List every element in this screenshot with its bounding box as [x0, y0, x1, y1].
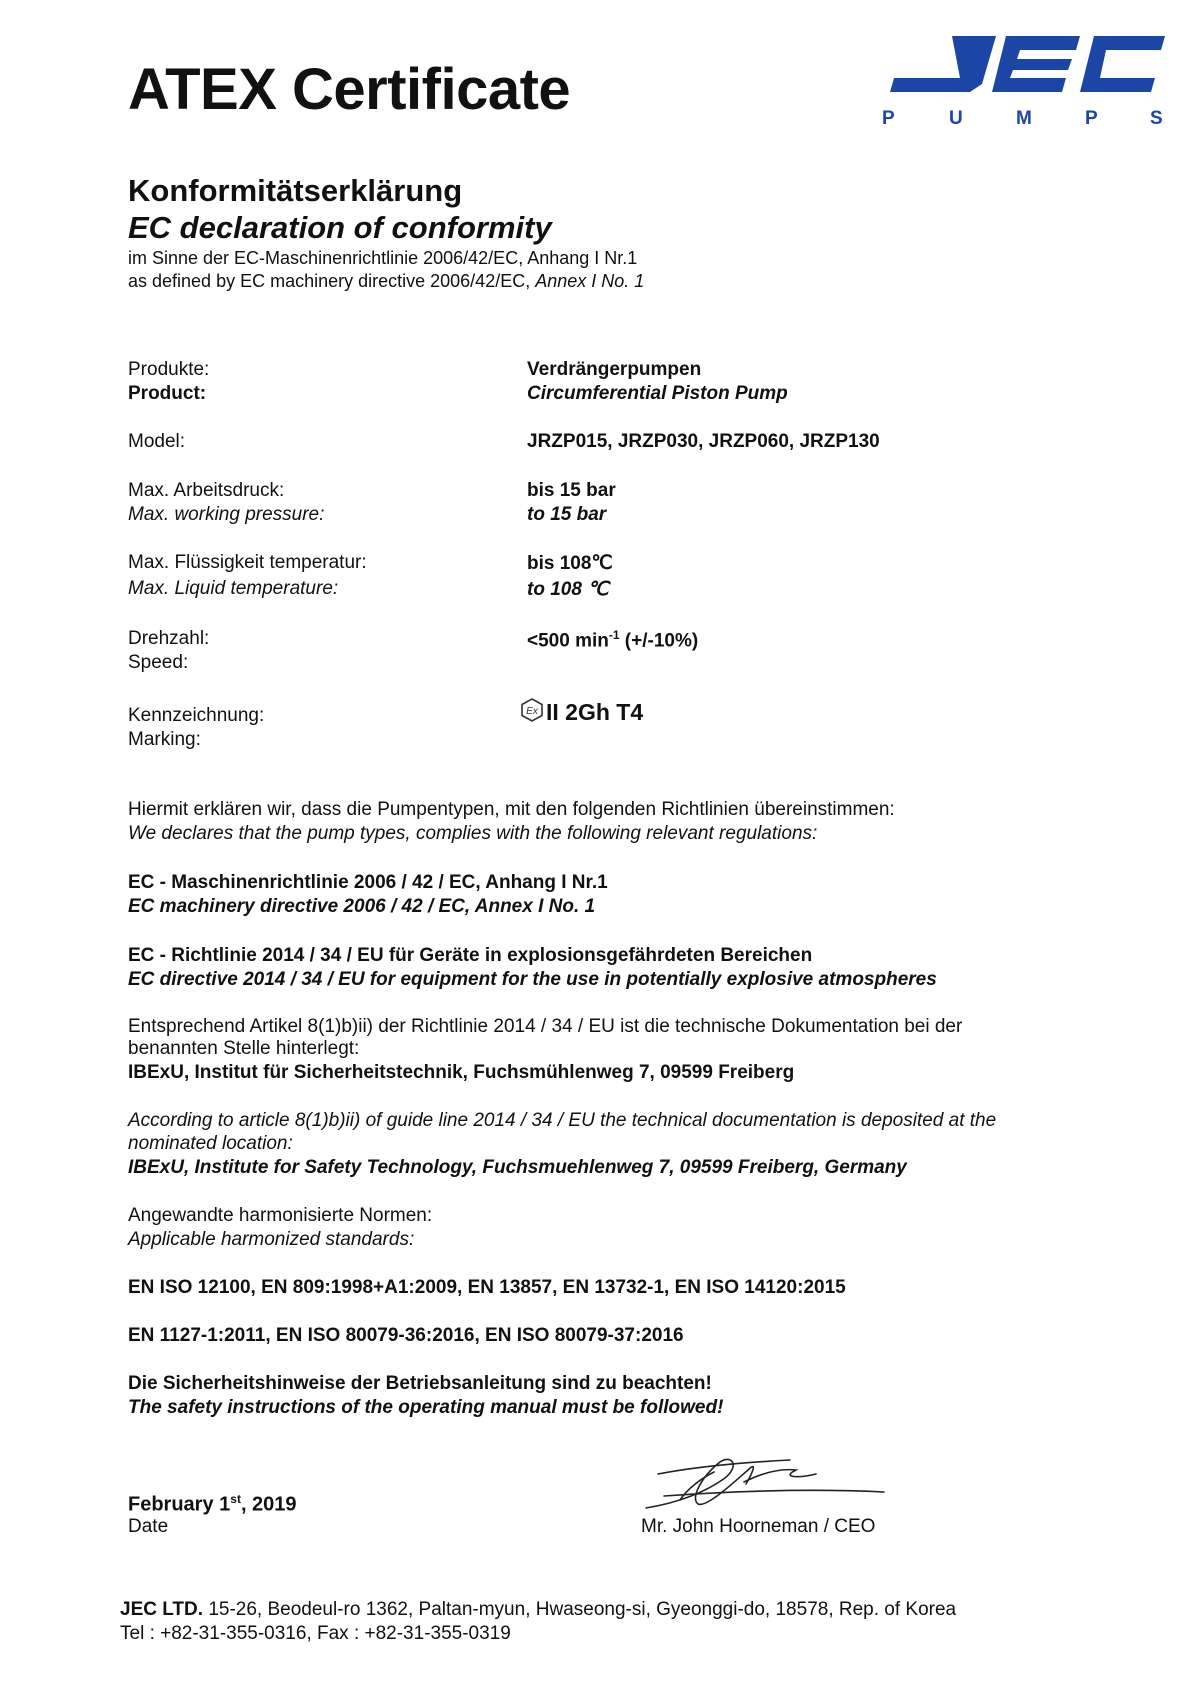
- product-label-de: Produkte:: [128, 359, 210, 380]
- pressure-label-en: Max. working pressure:: [128, 504, 325, 525]
- speed-value-main: <500 min: [527, 630, 609, 652]
- norms-label-en: Applicable harmonized standards:: [128, 1229, 415, 1250]
- product-label-en: Product:: [128, 383, 207, 404]
- speed-label-de: Drehzahl:: [128, 628, 210, 649]
- footer-contact: Tel : +82-31-355-0316, Fax : +82-31-355-0319: [120, 1623, 511, 1644]
- temperature-value-de: bis 108℃: [527, 553, 613, 574]
- issue-date: [128, 1492, 297, 1517]
- temperature-label-de: Max. Flüssigkeit temperatur:: [128, 552, 367, 573]
- marking-label-en: Marking:: [128, 729, 201, 750]
- safety-note-de: Die Sicherheitshinweise der Betriebsanleitung sind zu beachten!: [128, 1373, 712, 1394]
- issue-date-year: , 2019: [240, 1493, 297, 1516]
- declaration-sub-de: im Sinne der EC-Maschinenrichtlinie 2006/42/EC, Anhang I Nr.1: [128, 248, 638, 268]
- intro-de: Hiermit erklären wir, dass die Pumpentypen, mit den folgenden Richtlinien übereinstimmen:: [128, 799, 895, 820]
- temperature-value-en: to 108 ℃: [527, 579, 609, 600]
- declaration-title-de: Konformitätserklärung: [128, 173, 463, 208]
- declaration-sub-en-prefix: as defined by EC machinery directive 2006/42/EC,: [128, 271, 536, 291]
- product-value-en: Circumferential Piston Pump: [527, 383, 788, 404]
- speed-value-exponent: -1: [608, 628, 620, 642]
- marking-label-de: Kennzeichnung:: [128, 705, 265, 726]
- speed-value: [527, 628, 698, 652]
- speed-value-tolerance: (+/-10%): [619, 630, 699, 652]
- jec-pumps-logo: [880, 32, 1165, 132]
- footer-address-line: [120, 1599, 956, 1621]
- norms-list-1: EN ISO 12100, EN 809:1998+A1:2009, EN 13857, EN 13732-1, EN ISO 14120:2015: [128, 1277, 846, 1298]
- notified-body-de: IBExU, Institut für Sicherheitstechnik, Fuchsmühlenweg 7, 09599 Freiberg: [128, 1062, 795, 1083]
- article-de-line2: benannten Stelle hinterlegt:: [128, 1038, 360, 1059]
- notified-body-en: IBExU, Institute for Safety Technology, Fuchsmuehlenweg 7, 09599 Freiberg, Germany: [128, 1157, 907, 1178]
- issue-date-ordinal: st: [230, 1492, 241, 1506]
- model-label: Model:: [128, 431, 186, 452]
- product-value-de: Verdrängerpumpen: [527, 359, 702, 380]
- directive-atex-de: EC - Richtlinie 2014 / 34 / EU für Geräte in explosionsgefährdeten Bereichen: [128, 945, 813, 966]
- signer-name: Mr. John Hoorneman / CEO: [641, 1516, 876, 1537]
- certificate-title: ATEX Certificate: [128, 57, 571, 122]
- article-de-line1: Entsprechend Artikel 8(1)b)ii) der Richtlinie 2014 / 34 / EU ist die technische Dokumentation bei der: [128, 1016, 963, 1037]
- norms-list-2: EN 1127-1:2011, EN ISO 80079-36:2016, EN ISO 80079-37:2016: [128, 1325, 684, 1346]
- pressure-value-en: to 15 bar: [527, 504, 607, 525]
- svg-text:Ex: Ex: [526, 706, 538, 717]
- safety-note-en: The safety instructions of the operating manual must be followed!: [128, 1397, 724, 1418]
- article-en-line2: nominated location:: [128, 1133, 293, 1154]
- directive-machinery-de: EC - Maschinenrichtlinie 2006 / 42 / EC, Anhang I Nr.1: [128, 872, 608, 893]
- footer-company: JEC LTD.: [120, 1599, 204, 1620]
- directive-machinery-en: EC machinery directive 2006 / 42 / EC, Annex I No. 1: [128, 896, 596, 917]
- footer-address: 15-26, Beodeul-ro 1362, Paltan-myun, Hwaseong-si, Gyeonggi-do, 18578, Rep. of Korea: [203, 1599, 957, 1620]
- pressure-label-de: Max. Arbeitsdruck:: [128, 480, 285, 501]
- date-label: Date: [128, 1516, 169, 1537]
- marking-value: II 2Gh T4: [546, 699, 644, 725]
- logo-subtitle: P U M P S: [882, 108, 1163, 129]
- issue-date-main: February 1: [128, 1493, 231, 1516]
- intro-en: We declares that the pump types, complies with the following relevant regulations:: [128, 823, 818, 844]
- model-value: JRZP015, JRZP030, JRZP060, JRZP130: [527, 431, 880, 452]
- norms-label-de: Angewandte harmonisierte Normen:: [128, 1205, 433, 1226]
- pressure-value-de: bis 15 bar: [527, 480, 616, 501]
- ex-hexagon-icon: [520, 698, 544, 722]
- directive-atex-en: EC directive 2014 / 34 / EU for equipment for the use in potentially explosive atmospheres: [128, 969, 937, 990]
- temperature-label-en: Max. Liquid temperature:: [128, 578, 339, 599]
- speed-label-en: Speed:: [128, 652, 189, 673]
- ceo-signature: [640, 1448, 890, 1518]
- declaration-sub-en: [128, 271, 644, 292]
- declaration-sub-en-annex: Annex I No. 1: [535, 271, 645, 291]
- declaration-title-en: EC declaration of conformity: [128, 210, 552, 245]
- article-en-line1: According to article 8(1)b)ii) of guide line 2014 / 34 / EU the technical documentation is deposited at the: [128, 1110, 997, 1131]
